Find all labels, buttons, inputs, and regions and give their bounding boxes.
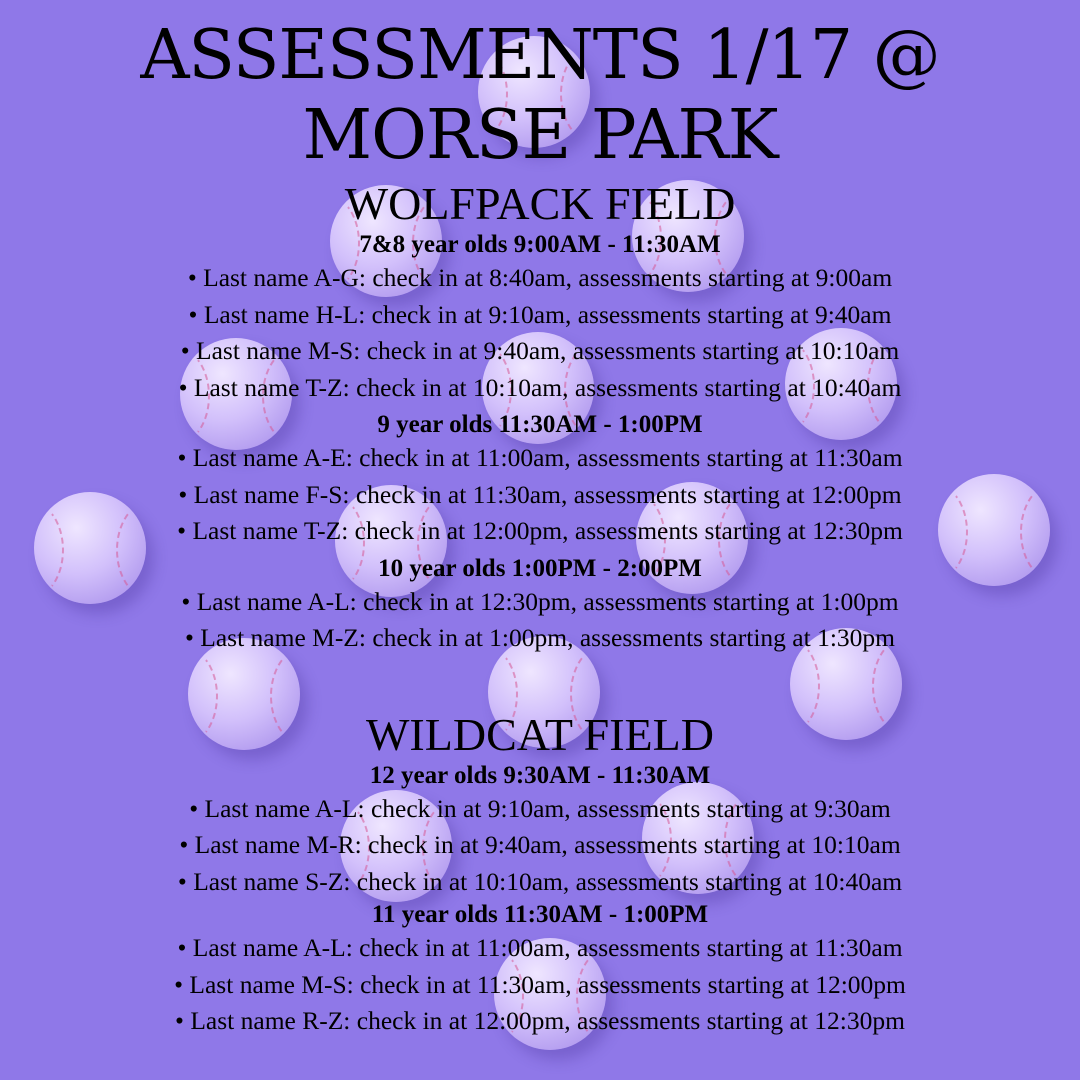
schedule-line: • Last name S-Z: check in at 10:10am, assessments starting at 10:40am [177,866,903,896]
title-line-1: ASSESSMENTS 1/17 @ [140,16,940,95]
schedule-line: • Last name T-Z: check in at 12:00pm, assessments starting at 12:30pm [177,516,903,545]
schedule-line: • Last name M-S: check in at 9:40am, assessments starting at 10:10am [180,336,900,365]
group-heading: 11 year olds 11:30AM - 1:00PM [371,901,709,928]
schedule-line: • Last name H-L: check in at 9:10am, assessments starting at 9:40am [188,299,892,329]
schedule-line: • Last name F-S: check in at 11:30am, assessments starting at 12:00pm [178,479,902,509]
group-heading: 10 year olds 1:00PM - 2:00PM [378,554,702,582]
schedule-line: • Last name A-L: check in at 12:30pm, assessments starting at 1:00pm [181,586,899,616]
field-title-wolfpack: WOLFPACK FIELD [344,178,736,229]
group-heading: 9 year olds 11:30AM - 1:00PM [377,411,703,438]
group-heading: 12 year olds 9:30AM - 11:30AM [369,761,711,789]
title-line-2: MORSE PARK [302,96,778,175]
page-title [0,0,1080,176]
schedule-line: • Last name A-L: check in at 9:10am, assessments starting at 9:30am [189,793,891,823]
schedule-line: • Last name M-Z: check in at 1:00pm, assessments starting at 1:30pm [184,623,896,652]
schedule-line: • Last name A-G: check in at 8:40am, assessments starting at 9:00am [187,263,893,292]
schedule-line: • Last name T-Z: check in at 10:10am, assessments starting at 10:40am [178,372,902,402]
schedule-line: • Last name M-S: check in at 11:30am, assessments starting at 12:00pm [174,969,906,999]
field-title-wildcat: WILDCAT FIELD [366,708,714,760]
schedule-line: • Last name R-Z: check in at 12:00pm, assessments starting at 12:30pm [175,1006,905,1035]
group-heading: 7&8 year olds 9:00AM - 11:30AM [359,231,721,258]
schedule-line: • Last name M-R: check in at 9:40am, assessments starting at 10:10am [179,830,901,859]
schedule-line: • Last name A-L: check in at 11:00am, assessments starting at 11:30am [177,933,903,962]
schedule-line: • Last name A-E: check in at 11:00am, assessments starting at 11:30am [177,443,903,472]
